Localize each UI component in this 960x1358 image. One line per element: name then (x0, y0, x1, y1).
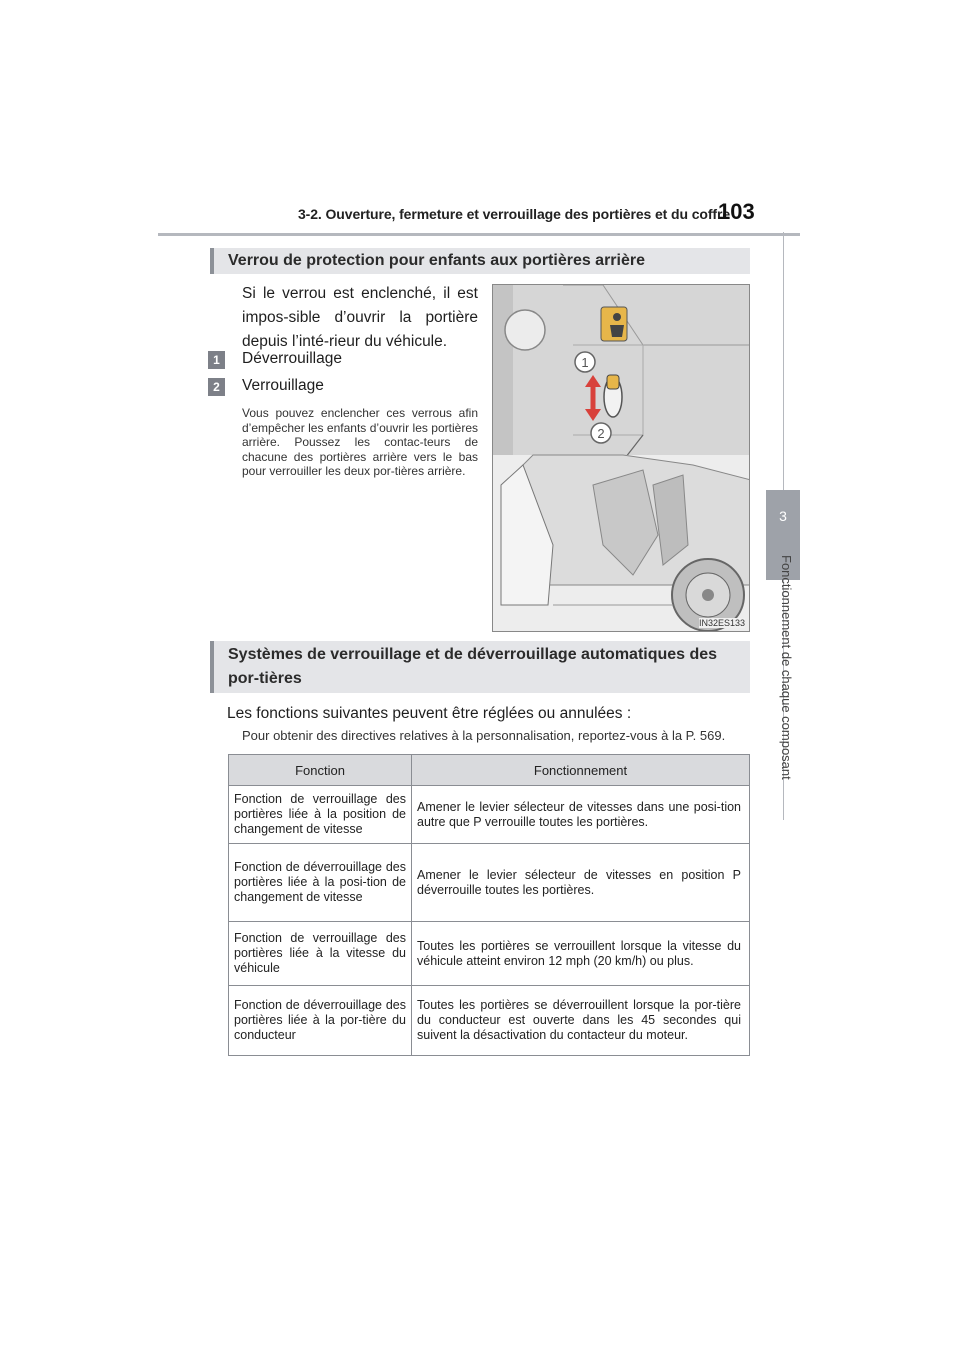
list-item-label: Déverrouillage (242, 350, 342, 367)
chapter-title: Fonctionnement de chaque composant (779, 555, 794, 780)
table-row (229, 786, 750, 844)
table-lead-text: Les fonctions suivantes peuvent être réglées ou annulées : (227, 705, 632, 722)
section-heading-text: Systèmes de verrouillage et de déverrouillage automatiques des por-tières (228, 646, 718, 687)
column-header-operation: Fonctionnement (412, 755, 750, 786)
section-heading-child-lock (210, 248, 750, 274)
column-header-function: Fonction (229, 755, 412, 786)
number-badge: 2 (208, 378, 225, 396)
functions-table (228, 754, 750, 1056)
chapter-number: 3 (779, 508, 787, 524)
section-heading-text: Verrou de protection pour enfants aux portières arrière (228, 252, 645, 269)
table-cell-function: Fonction de déverrouillage des portières liée à la posi-tion de changement de vitesse (229, 844, 412, 922)
page-number: 103 (718, 199, 755, 224)
table-cell-function: Fonction de verrouillage des portières liée à la vitesse du véhicule (229, 922, 412, 986)
table-row (229, 922, 750, 986)
number-badge: 1 (208, 351, 225, 369)
table-row (229, 986, 750, 1056)
table-cell-operation: Amener le levier sélecteur de vitesses en position P déverrouille toutes les portières. (412, 844, 750, 922)
illustration-drawing (493, 285, 750, 632)
section-heading-auto-lock (210, 641, 750, 693)
table-cell-operation: Toutes les portières se déverrouillent lorsque la por-tière du conducteur est ouverte dans les 45 secondes qui suivent la désactivation du contacteur du moteur. (412, 986, 750, 1056)
svg-text:2: 2 (597, 426, 605, 441)
child-lock-note: Vous pouvez enclencher ces verrous afin d’empêcher les enfants d’ouvrir les portières arrière. Poussez les contac-teurs de chacune des portières arrière vers le bas pour verrouiller les deux por-tières arrière. (242, 406, 478, 478)
header-rule (158, 233, 800, 236)
figure-code: IN32ES133 (698, 618, 745, 628)
table-cell-operation: Toutes les portières se verrouillent lorsque la vitesse du véhicule atteint environ 12 mph (20 km/h) ou plus. (412, 922, 750, 986)
table-cell-function: Fonction de verrouillage des portières liée à la position de changement de vitesse (229, 786, 412, 844)
child-lock-illustration (492, 284, 750, 632)
list-item-label: Verrouillage (242, 377, 324, 394)
page-header-title: 3-2. Ouverture, fermeture et verrouillage des portières et du coffre (298, 206, 731, 222)
table-row (229, 844, 750, 922)
intro-paragraph: Si le verrou est enclenché, il est impos-sible d’ouvrir la portière depuis l’inté-rieur du véhicule. (242, 285, 478, 350)
customization-reference: Pour obtenir des directives relatives à la personnalisation, reportez-vous à la P. 569. (242, 728, 726, 743)
table-cell-function: Fonction de déverrouillage des portières liée à la por-tière du conducteur (229, 986, 412, 1056)
svg-text:1: 1 (581, 355, 589, 370)
table-cell-operation: Amener le levier sélecteur de vitesses dans une posi-tion autre que P verrouille toutes les portières. (412, 786, 750, 844)
side-line (783, 232, 784, 490)
